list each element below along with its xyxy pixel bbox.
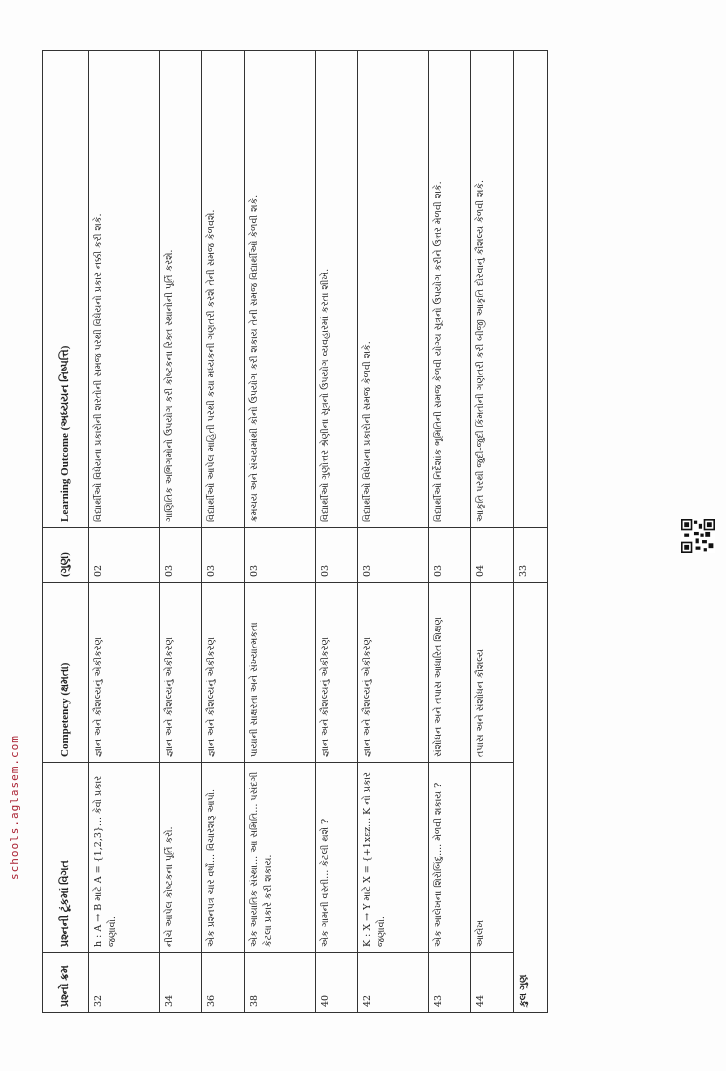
row-competency: જ્ઞાન અને કૌશલ્યનું એકીકરણ bbox=[358, 583, 429, 763]
row-no: 44 bbox=[471, 953, 514, 1013]
table-row bbox=[315, 51, 358, 1013]
row-topic: આલેખ bbox=[471, 763, 514, 953]
row-marks: 03 bbox=[358, 528, 429, 583]
table-row bbox=[159, 51, 202, 1013]
row-competency: તપાસ અને સંશોધન કૌશલ્ય bbox=[471, 583, 514, 763]
row-marks: 02 bbox=[89, 528, 160, 583]
row-marks: 04 bbox=[471, 528, 514, 583]
total-label: કુલ ગુણ bbox=[514, 583, 548, 1013]
table-row bbox=[244, 51, 315, 1013]
row-no: 32 bbox=[89, 953, 160, 1013]
row-topic: નીચે આપેલ કોષ્ટકના પૂર્તિ કરો. bbox=[159, 763, 202, 953]
row-topic: K : X → Y માટે X = {+1xεz... K નો પ્રકાર જણાવો. bbox=[358, 763, 429, 953]
table-row bbox=[358, 51, 429, 1013]
row-competency: સંશોધન અને તપાસ આધારિત શિક્ષણ bbox=[428, 583, 471, 763]
row-competency: જ્ઞાન અને કૌશલ્યનું એકીકરણ bbox=[202, 583, 245, 763]
row-outcome: વિદ્યાર્થીઓ નિર્દેશાંક ભૂમિતિની સમજ કેળવી યોગ્ય સૂત્રનો ઉપયોગ કરીને ઉત્તર મેળવી શકે. bbox=[428, 51, 471, 528]
row-no: 38 bbox=[244, 953, 315, 1013]
row-outcome: વિદ્યાર્થીઓ ગુણોત્તર શ્રેણીના સૂત્રનો ઉપયોગ વ્યવહારમાં કરતા શીખે. bbox=[315, 51, 358, 528]
row-topic: એક આલેખના શિરોબિંદુ.... મેળવી શકાય ? bbox=[428, 763, 471, 953]
table-row bbox=[471, 51, 514, 1013]
row-no: 43 bbox=[428, 953, 471, 1013]
row-competency: જ્ઞાન અને કૌશલ્યનું એકીકરણ bbox=[159, 583, 202, 763]
row-outcome: વિદ્યાર્થીઓ વિધેયના પ્રકારોની શરતોની સમજ પરથી વિધેયનો પ્રકાર નક્કી કરી શકે. bbox=[89, 51, 160, 528]
row-marks: 03 bbox=[315, 528, 358, 583]
row-topic: h : A → B માટે A = {1,2,3}... કેવો પ્રકાર જણાવો. bbox=[89, 763, 160, 953]
total-blank bbox=[514, 51, 548, 528]
row-outcome: આકૃતિ પરથી જુદી-જુદી કિંમતોની ગણતરી કરી બીજી આકૃતિ દોરવાનું કૌશલ્ય કેળવી શકે. bbox=[471, 51, 514, 528]
site-watermark: schools.aglasem.com bbox=[8, 735, 21, 880]
row-marks: 03 bbox=[159, 528, 202, 583]
row-marks: 03 bbox=[202, 528, 245, 583]
header-topic: પ્રશ્નની ટૂંકમાં વિગત bbox=[43, 763, 89, 953]
row-competency: જ્ઞાન અને કૌશલ્યનું એકીકરણ bbox=[315, 583, 358, 763]
table-row bbox=[202, 51, 245, 1013]
row-no: 40 bbox=[315, 953, 358, 1013]
row-marks: 03 bbox=[244, 528, 315, 583]
qr-code-icon bbox=[681, 519, 715, 553]
table-row bbox=[428, 51, 471, 1013]
row-topic: એક પ્રશ્નપત્ર ચાર વર્ષો... વિચારશરૂ આપો. bbox=[202, 763, 245, 953]
row-topic: એક ગામની વસ્તી... કેટલી થશે ? bbox=[315, 763, 358, 953]
total-row bbox=[514, 51, 548, 1013]
row-outcome: ક્રમચય અને સંચયમાંથી કોનો ઉપયોગ કરી શકાય તેની સમજ વિદ્યાર્થીઓ કેળવી શકે. bbox=[244, 51, 315, 528]
table-header-row bbox=[43, 51, 89, 1013]
row-outcome: ગાણિતિક અભિગમોનો ઉપયોગ કરી કોષ્ટકના રિક્ત સ્થાનોની પૂર્તિ કરશે. bbox=[159, 51, 202, 528]
table-row bbox=[89, 51, 160, 1013]
header-question-no: પ્રશ્નો ક્રમ bbox=[43, 953, 89, 1013]
row-competency: જ્ઞાન અને કૌશલ્યનું એકીકરણ bbox=[89, 583, 160, 763]
row-no: 34 bbox=[159, 953, 202, 1013]
row-outcome: વિદ્યાર્થીઓ વિધેયના પ્રકારોની સમજ કેળવી શકે. bbox=[358, 51, 429, 528]
row-outcome: વિદ્યાર્થીઓ આપેલ માહિતી પરથી કયા મધ્યકની ગણતરી કરશે તેની સમજ કેળવશે. bbox=[202, 51, 245, 528]
header-outcome: Learning Outcome (અધ્યયન નિષ્પત્તિ) bbox=[43, 51, 89, 528]
learning-outcome-table bbox=[42, 50, 548, 1013]
row-no: 36 bbox=[202, 953, 245, 1013]
row-marks: 03 bbox=[428, 528, 471, 583]
header-marks: (ગુણ) bbox=[43, 528, 89, 583]
row-topic: એક આયાતિક સંસ્થા... આ સમિતિ... પસંદગી કેટલા પ્રકારે કરી શકાય. bbox=[244, 763, 315, 953]
row-no: 42 bbox=[358, 953, 429, 1013]
header-competency: Competency (ક્ષમતા) bbox=[43, 583, 89, 763]
outcome-table-rotated bbox=[42, 51, 548, 1013]
total-marks: 33 bbox=[514, 528, 548, 583]
row-competency: પાયાની સાક્ષરતા અને સંખ્યાત્મકતા bbox=[244, 583, 315, 763]
